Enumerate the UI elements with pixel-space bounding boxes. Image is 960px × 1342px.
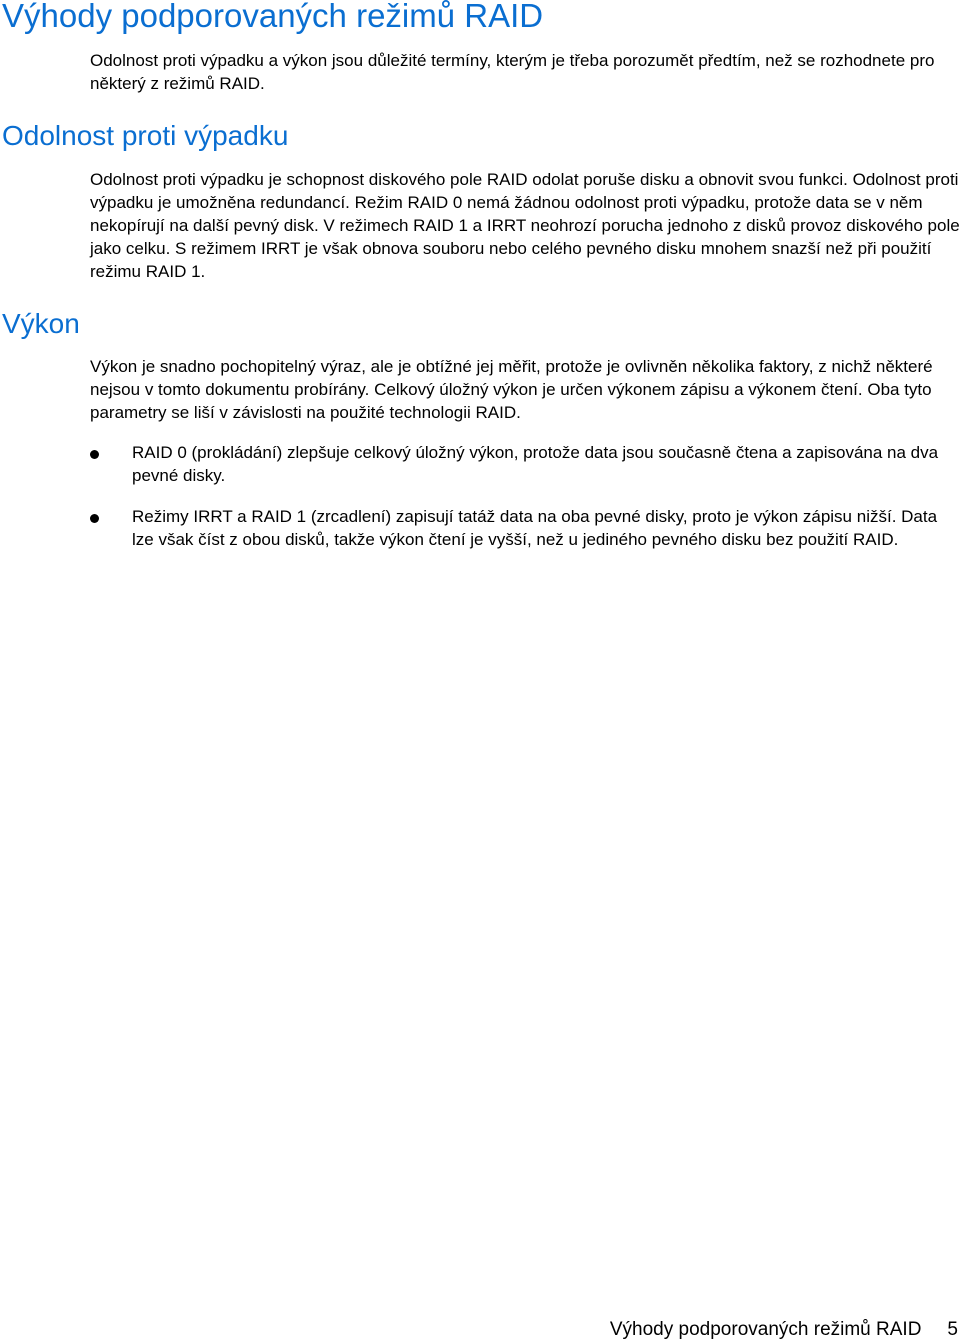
page-number: 5 [947, 1319, 958, 1340]
page-title: Výhody podporovaných režimů RAID [2, 0, 544, 34]
bullet-icon [90, 514, 99, 523]
list-item-text: Režimy IRRT a RAID 1 (zrcadlení) zapisují tatáž data na oba pevné disky, proto je výkon zápisu nižší. Data lze však číst z obou disků, takže výkon čtení je vyšší, než u jediného pevného disku bez použití RAID. [132, 507, 938, 549]
intro-paragraph: Odolnost proti výpadku a výkon jsou důležité termíny, kterým je třeba porozumět předtím, než se rozhodnete pro některý z režimů RAID. [90, 51, 935, 93]
footer-title: Výhody podporovaných režimů RAID [609, 1319, 922, 1340]
section-heading-fault-tolerance: Odolnost proti výpadku [2, 120, 289, 151]
list-item-text: RAID 0 (prokládání) zlepšuje celkový úložný výkon, protože data jsou současně čtena a zapisována na dva pevné disky. [132, 443, 939, 485]
section-heading-performance: Výkon [2, 308, 80, 339]
page-footer [610, 1318, 960, 1342]
performance-paragraph: Výkon je snadno pochopitelný výraz, ale je obtížné jej měřit, protože je ovlivněn několika faktory, z nichž některé nejsou v tomto dokumentu probírány. Celkový úložný výkon je určen výkonem zápisu a výkonem čtení. Oba tyto parametry se liší v závislosti na použité technologii RAID. [90, 357, 933, 422]
bullet-icon [90, 450, 99, 459]
fault-tolerance-paragraph: Odolnost proti výpadku je schopnost diskového pole RAID odolat poruše disku a obnovit svou funkci. Odolnost proti výpadku je umožněna redundancí. Režim RAID 0 nemá žádnou odolnost proti výpadku, protože data se v něm nekopírují na další pevný disk. V režimech RAID 1 a IRRT neohrozí porucha jednoho z disků provoz diskového pole jako celku. S režimem IRRT je však obnova souboru nebo celého pevného disku mnohem snazší než při použití režimu RAID 1. [90, 170, 960, 281]
